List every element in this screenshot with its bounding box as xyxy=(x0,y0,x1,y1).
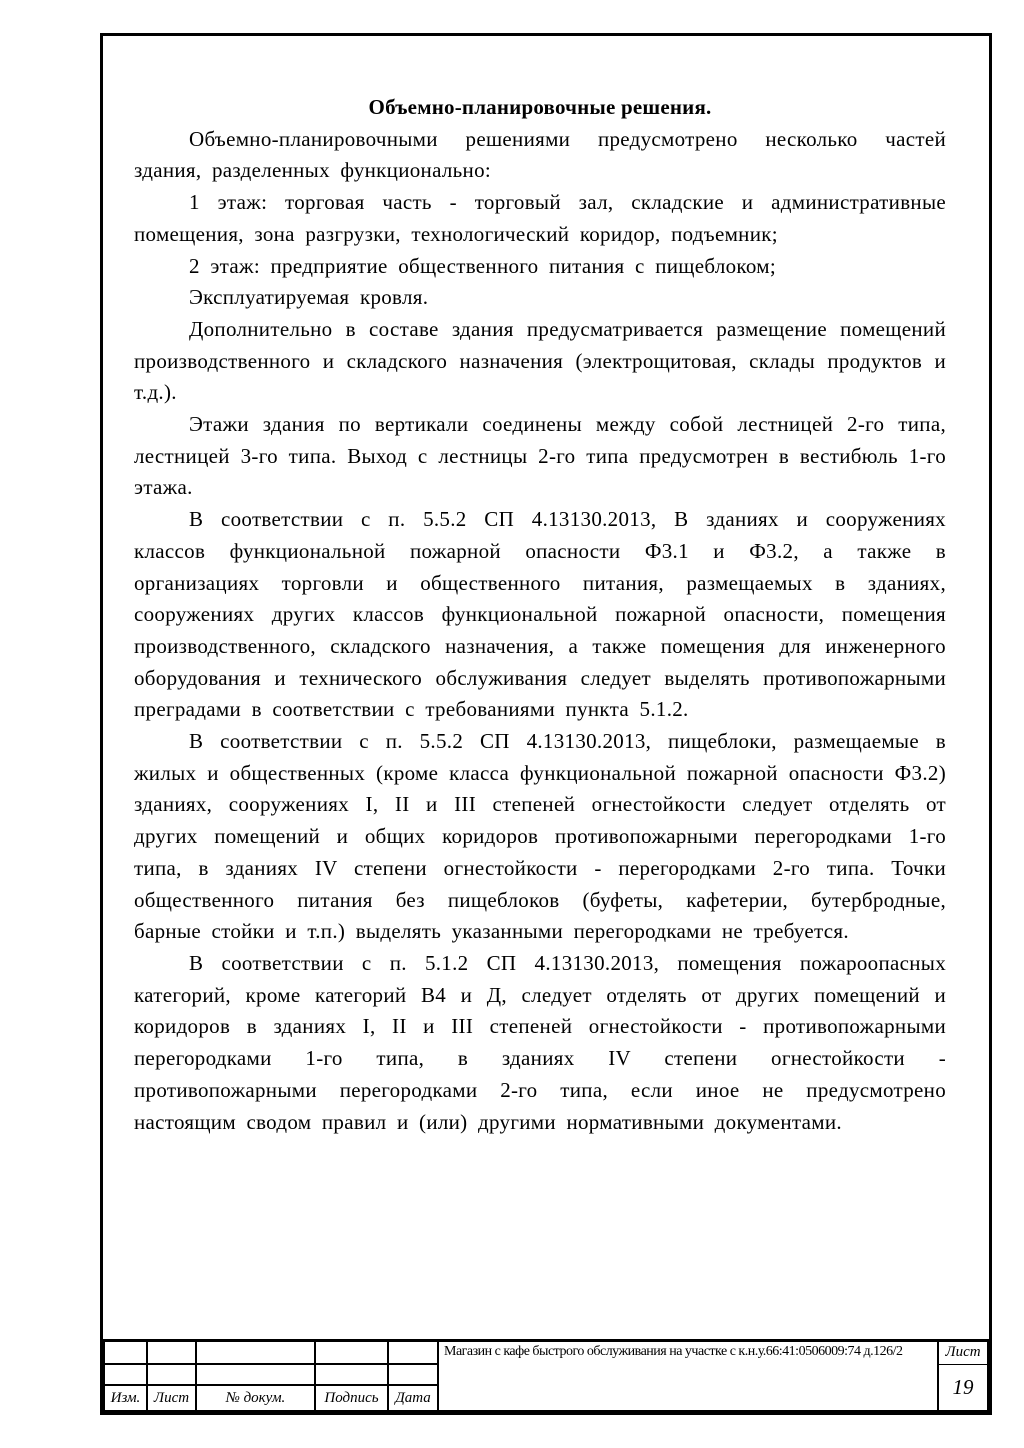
stamp-sheet-number: 19 xyxy=(938,1364,988,1411)
stamp-empty-cell xyxy=(196,1340,315,1364)
paragraph-8: В соответствии с п. 5.5.2 СП 4.13130.2013, пищеблоки, размещаемые в жилых и общественных (кроме класса функциональной пожарной опасности Ф3.2) зданиях, сооружениях I, II и III степеней огнестойкости следует отделять от других помещений и общих коридоров противопожарными перегородками 1-го типа, в зданиях IV степени огнестойкости - перегородками 2-го типа. Точки общественного питания без пищеблоков (буфеты, кафетерии, бутербродные, барные стойки и т.п.) выделять указанными перегородками не требуется. xyxy=(134,729,946,944)
title-block xyxy=(103,1339,989,1413)
paragraph-5: Дополнительно в составе здания предусматривается размещение помещений производственного и складского назначения (электрощитовая, склады продуктов и т.д.). xyxy=(134,316,946,405)
paragraph-9: В соответствии с п. 5.1.2 СП 4.13130.2013, помещения пожароопасных категорий, кроме категорий В4 и Д, следует отделять от других помещений и коридоров в зданиях I, II и III степеней огнестойкости - противопожарными перегородками 1-го типа, в зданиях IV степени огнестойкости - противопожарными перегородками 2-го типа, если иное не предусмотрено настоящим сводом правил и (или) другими нормативными документами. xyxy=(134,950,946,1134)
paragraph-2: 1 этаж: торговая часть - торговый зал, складские и административные помещения, зона разгрузки, технологический коридор, подъемник; xyxy=(134,190,946,246)
stamp-empty-cell xyxy=(388,1364,438,1385)
stamp-empty-cell xyxy=(147,1364,196,1385)
stamp-col-docnum-label: № докум. xyxy=(196,1385,315,1411)
stamp-empty-cell xyxy=(196,1364,315,1385)
stamp-empty-cell xyxy=(315,1340,388,1364)
stamp-empty-cell xyxy=(388,1340,438,1364)
stamp-col-podpis-label: Подпись xyxy=(315,1385,388,1411)
stamp-project-title: Магазин с кафе быстрого обслуживания на участке с к.н.у.66:41:0506009:74 д.126/2 xyxy=(438,1340,938,1411)
paragraph-1: Объемно-планировочными решениями предусмотрено несколько частей здания, разделенных функционально: xyxy=(134,126,946,183)
paragraph-7: В соответствии с п. 5.5.2 СП 4.13130.2013, В зданиях и сооружениях классов функциональной пожарной опасности Ф3.1 и Ф3.2, а также в организациях торговли и общественного питания, размещаемых в зданиях, сооружениях других классов функциональной пожарной опасности, помещения производственного, складского назначения, а также помещения для инженерного оборудования и технического обслуживания следует выделять противопожарными преградами в соответствии с требованиями пункта 5.1.2. xyxy=(134,507,946,722)
paragraph-3: 2 этаж: предприятие общественного питания с пищеблоком; xyxy=(189,253,776,278)
stamp-empty-cell xyxy=(104,1340,147,1364)
stamp-sheet-label: Лист xyxy=(938,1340,988,1364)
stamp-empty-cell xyxy=(315,1364,388,1385)
paragraph-6: Этажи здания по вертикали соединены между собой лестницей 2-го типа, лестницей 3-го типа. Выход с лестницы 2-го типа предусмотрен в вестибюль 1-го этажа. xyxy=(134,412,946,500)
document-heading: Объемно-планировочные решения. xyxy=(368,95,712,119)
paragraph-4: Эксплуатируемая кровля. xyxy=(189,285,429,310)
page-frame xyxy=(100,33,992,1415)
stamp-col-izm-label: Изм. xyxy=(104,1385,147,1411)
stamp-empty-cell xyxy=(147,1340,196,1364)
stamp-empty-cell xyxy=(104,1364,147,1385)
stamp-col-list-label: Лист xyxy=(147,1385,196,1411)
document-body xyxy=(134,92,946,1138)
stamp-col-data-label: Дата xyxy=(388,1385,438,1411)
